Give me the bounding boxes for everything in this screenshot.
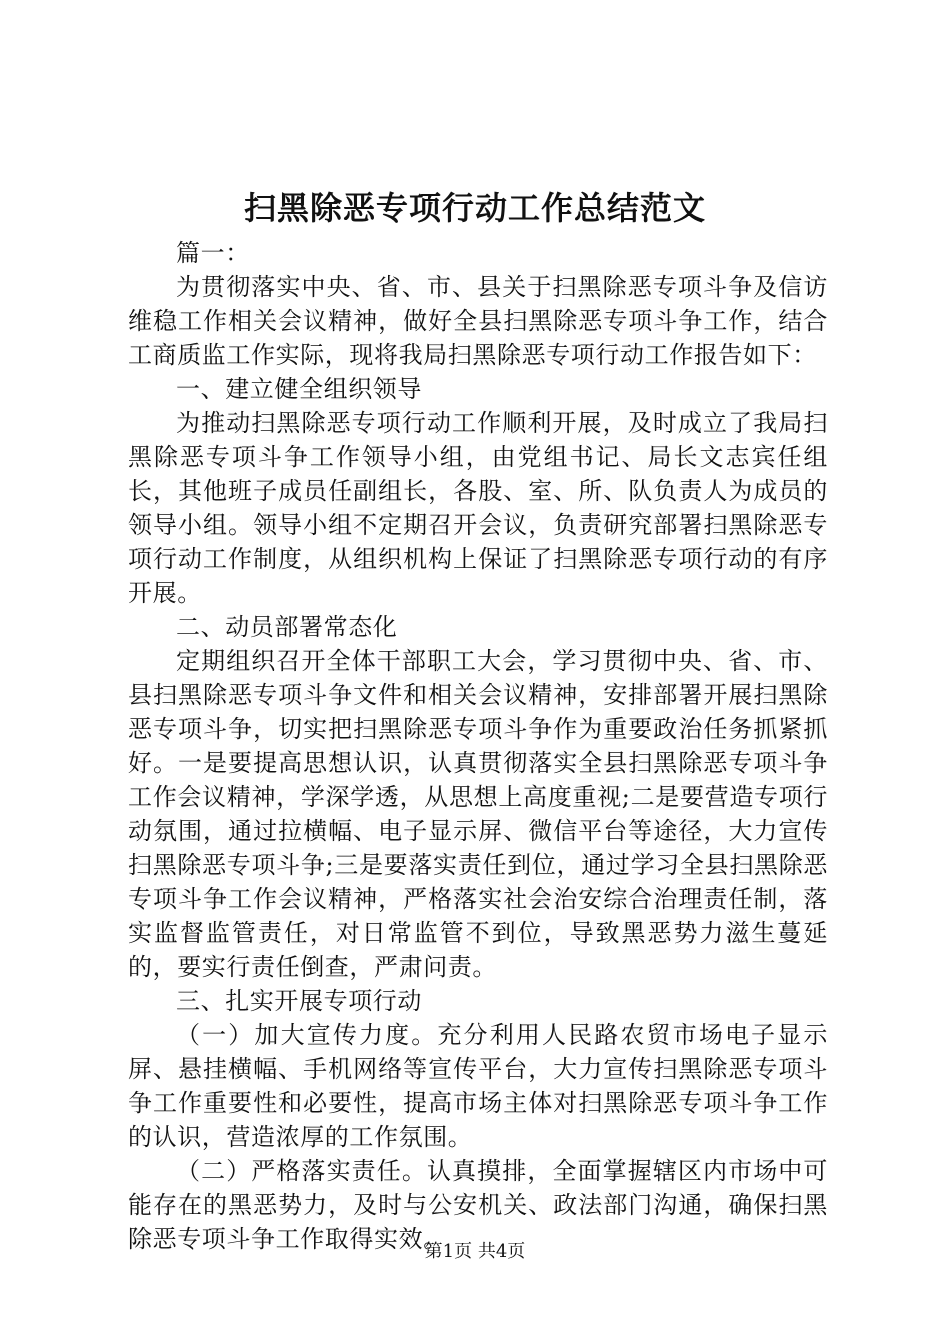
section-heading: 二、动员部署常态化 — [176, 613, 398, 641]
section-label: 篇一： — [176, 239, 250, 267]
body-paragraph: 定期组织召开全体干部职工大会，学习贯彻中央、省、市、县扫黑除恶专项斗争文件和相关会议精神，安排部署开展扫黑除恶专项斗争，切实把扫黑除恶专项斗争作为重要政治任务抓紧抓好。一是要提高思想认识，认真贯彻落实全县扫黑除恶专项斗争工作会议精神，学深学透，从思想上高度重视;二是要营造专项行动氛围，通过拉横幅、电子显示屏、微信平台等途径，大力宣传扫黑除恶专项斗争;三是要落实责任到位，通过学习全县扫黑除恶专项斗争工作会议精神，严格落实社会治安综合治理责任制，落实监督监管责任，对日常监管不到位，导致黑恶势力滋生蔓延的，要实行责任倒查，严肃问责。 — [128, 647, 828, 981]
page-footer: 第1页 共4页 — [424, 1241, 526, 1262]
body-paragraph: 为贯彻落实中央、省、市、县关于扫黑除恶专项斗争及信访维稳工作相关会议精神，做好全县扫黑除恶专项斗争工作，结合工商质监工作实际，现将我局扫黑除恶专项行动工作报告如下： — [128, 273, 828, 369]
section-heading: 三、扎实开展专项行动 — [176, 987, 422, 1015]
document-body — [128, 236, 828, 1256]
document-title: 扫黑除恶专项行动工作总结范文 — [243, 189, 706, 227]
body-paragraph: （二）严格落实责任。认真摸排，全面掌握辖区内市场中可能存在的黑恶势力，及时与公安机关、政法部门沟通，确保扫黑除恶专项斗争工作取得实效。 — [128, 1157, 828, 1253]
body-paragraph: 为推动扫黑除恶专项行动工作顺利开展，及时成立了我局扫黑除恶专项斗争工作领导小组，由党组书记、局长文志宾任组长，其他班子成员任副组长，各股、室、所、队负责人为成员的领导小组。领导小组不定期召开会议，负责研究部署扫黑除恶专项行动工作制度，从组织机构上保证了扫黑除恶专项行动的有序开展。 — [128, 409, 828, 607]
body-paragraph: （一）加大宣传力度。充分利用人民路农贸市场电子显示屏、悬挂横幅、手机网络等宣传平台，大力宣传扫黑除恶专项斗争工作重要性和必要性，提高市场主体对扫黑除恶专项斗争工作的认识，营造浓厚的工作氛围。 — [128, 1021, 828, 1151]
section-heading: 一、建立健全组织领导 — [176, 375, 422, 403]
